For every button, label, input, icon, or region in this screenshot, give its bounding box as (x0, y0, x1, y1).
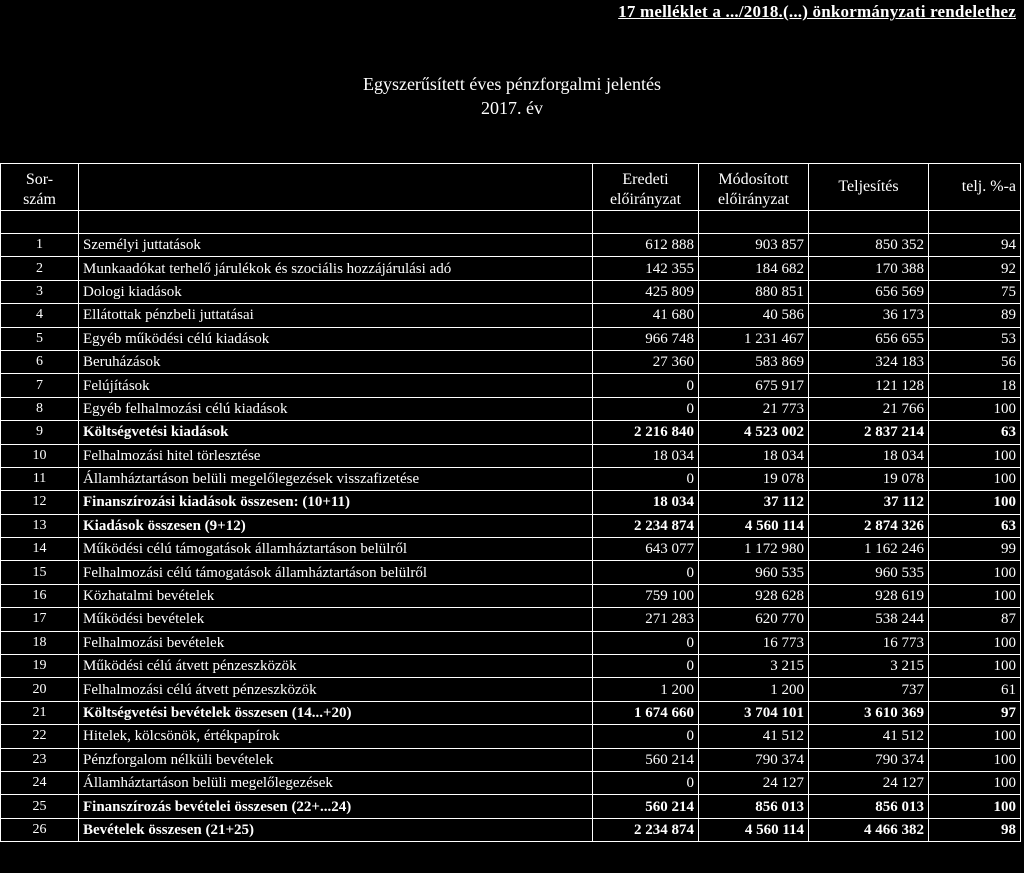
table-row (1, 561, 1021, 584)
performance-cell: 656 655 (809, 327, 929, 350)
original-appropriation-cell: 2 216 840 (593, 421, 699, 444)
original-appropriation-cell: 612 888 (593, 234, 699, 257)
performance-cell: 737 (809, 678, 929, 701)
original-appropriation-cell: 0 (593, 655, 699, 678)
spacer-cell (809, 211, 929, 234)
modified-appropriation-cell: 16 773 (699, 631, 809, 654)
performance-cell: 16 773 (809, 631, 929, 654)
row-number-cell: 9 (1, 421, 79, 444)
original-appropriation-cell: 18 034 (593, 491, 699, 514)
modified-appropriation-cell: 1 200 (699, 678, 809, 701)
row-number-cell: 19 (1, 655, 79, 678)
row-number-cell: 12 (1, 491, 79, 514)
original-appropriation-cell: 560 214 (593, 795, 699, 818)
performance-cell: 24 127 (809, 771, 929, 794)
table-row (1, 491, 1021, 514)
original-appropriation-cell: 560 214 (593, 748, 699, 771)
row-number-cell: 24 (1, 771, 79, 794)
performance-percent-cell: 100 (929, 631, 1021, 654)
modified-appropriation-cell: 880 851 (699, 280, 809, 303)
performance-percent-cell: 61 (929, 678, 1021, 701)
table-row (1, 514, 1021, 537)
col-header-performance: Teljesítés (809, 164, 929, 211)
original-appropriation-cell: 0 (593, 467, 699, 490)
performance-cell: 121 128 (809, 374, 929, 397)
performance-cell: 656 569 (809, 280, 929, 303)
performance-cell: 2 874 326 (809, 514, 929, 537)
original-appropriation-cell: 759 100 (593, 584, 699, 607)
item-name-cell: Költségvetési kiadások (79, 421, 593, 444)
item-name-cell: Finanszírozási kiadások összesen: (10+11) (79, 491, 593, 514)
item-name-cell: Munkaadókat terhelő járulékok és szociális hozzájárulási adó (79, 257, 593, 280)
document-title (0, 72, 1024, 120)
original-appropriation-cell: 2 234 874 (593, 514, 699, 537)
col-header-modified-line1: Módosított (718, 171, 789, 188)
item-name-cell: Pénzforgalom nélküli bevételek (79, 748, 593, 771)
cash-flow-table (0, 163, 1021, 842)
spacer-cell (593, 211, 699, 234)
modified-appropriation-cell: 21 773 (699, 397, 809, 420)
report-year: 2017. év (481, 98, 543, 118)
performance-cell: 538 244 (809, 608, 929, 631)
table-row (1, 234, 1021, 257)
modified-appropriation-cell: 856 013 (699, 795, 809, 818)
row-number-cell: 17 (1, 608, 79, 631)
original-appropriation-cell: 27 360 (593, 350, 699, 373)
table-body (1, 211, 1021, 842)
original-appropriation-cell: 0 (593, 771, 699, 794)
modified-appropriation-cell: 928 628 (699, 584, 809, 607)
row-number-cell: 10 (1, 444, 79, 467)
modified-appropriation-cell: 790 374 (699, 748, 809, 771)
item-name-cell: Működési bevételek (79, 608, 593, 631)
performance-cell: 960 535 (809, 561, 929, 584)
row-number-cell: 20 (1, 678, 79, 701)
performance-percent-cell: 63 (929, 421, 1021, 444)
col-header-row-number-line1: Sor- (25, 171, 54, 188)
performance-percent-cell: 100 (929, 725, 1021, 748)
performance-cell: 19 078 (809, 467, 929, 490)
table-row (1, 631, 1021, 654)
col-header-original-line1: Eredeti (622, 171, 669, 188)
original-appropriation-cell: 41 680 (593, 304, 699, 327)
col-header-original-appropriation (593, 164, 699, 211)
performance-cell: 41 512 (809, 725, 929, 748)
item-name-cell: Működési célú támogatások államháztartáson belülről (79, 538, 593, 561)
original-appropriation-cell: 643 077 (593, 538, 699, 561)
original-appropriation-cell: 2 234 874 (593, 818, 699, 841)
performance-cell: 3 215 (809, 655, 929, 678)
performance-cell: 2 837 214 (809, 421, 929, 444)
row-number-cell: 22 (1, 725, 79, 748)
original-appropriation-cell: 271 283 (593, 608, 699, 631)
modified-appropriation-cell: 3 704 101 (699, 701, 809, 724)
performance-cell: 1 162 246 (809, 538, 929, 561)
item-name-cell: Működési célú átvett pénzeszközök (79, 655, 593, 678)
table-row (1, 421, 1021, 444)
table-row (1, 397, 1021, 420)
table-row (1, 748, 1021, 771)
row-number-cell: 8 (1, 397, 79, 420)
modified-appropriation-cell: 675 917 (699, 374, 809, 397)
performance-percent-cell: 87 (929, 608, 1021, 631)
row-number-cell: 13 (1, 514, 79, 537)
row-number-cell: 5 (1, 327, 79, 350)
row-number-cell: 26 (1, 818, 79, 841)
modified-appropriation-cell: 24 127 (699, 771, 809, 794)
spacer-cell (929, 211, 1021, 234)
modified-appropriation-cell: 19 078 (699, 467, 809, 490)
modified-appropriation-cell: 583 869 (699, 350, 809, 373)
modified-appropriation-cell: 40 586 (699, 304, 809, 327)
row-number-cell: 3 (1, 280, 79, 303)
col-header-name (79, 164, 593, 211)
modified-appropriation-cell: 1 231 467 (699, 327, 809, 350)
row-number-cell: 14 (1, 538, 79, 561)
original-appropriation-cell: 18 034 (593, 444, 699, 467)
performance-cell: 850 352 (809, 234, 929, 257)
performance-percent-cell: 100 (929, 655, 1021, 678)
original-appropriation-cell: 0 (593, 397, 699, 420)
row-number-cell: 21 (1, 701, 79, 724)
item-name-cell: Egyéb felhalmozási célú kiadások (79, 397, 593, 420)
table-row (1, 327, 1021, 350)
performance-percent-cell: 75 (929, 280, 1021, 303)
spacer-cell (79, 211, 593, 234)
col-header-modified-appropriation (699, 164, 809, 211)
table-row (1, 584, 1021, 607)
table-row (1, 795, 1021, 818)
original-appropriation-cell: 966 748 (593, 327, 699, 350)
modified-appropriation-cell: 41 512 (699, 725, 809, 748)
modified-appropriation-cell: 960 535 (699, 561, 809, 584)
item-name-cell: Közhatalmi bevételek (79, 584, 593, 607)
row-number-cell: 11 (1, 467, 79, 490)
performance-percent-cell: 56 (929, 350, 1021, 373)
item-name-cell: Hitelek, kölcsönök, értékpapírok (79, 725, 593, 748)
modified-appropriation-cell: 4 560 114 (699, 818, 809, 841)
row-number-cell: 16 (1, 584, 79, 607)
row-number-cell: 25 (1, 795, 79, 818)
performance-cell: 37 112 (809, 491, 929, 514)
modified-appropriation-cell: 4 523 002 (699, 421, 809, 444)
table-row (1, 725, 1021, 748)
original-appropriation-cell: 425 809 (593, 280, 699, 303)
row-number-cell: 6 (1, 350, 79, 373)
item-name-cell: Ellátottak pénzbeli juttatásai (79, 304, 593, 327)
table-header-row (1, 164, 1021, 211)
regulation-reference: 17 melléklet a .../2018.(...) önkormányzati rendelethez (618, 2, 1016, 21)
performance-cell: 856 013 (809, 795, 929, 818)
table-row (1, 280, 1021, 303)
performance-cell: 3 610 369 (809, 701, 929, 724)
performance-cell: 170 388 (809, 257, 929, 280)
performance-percent-cell: 100 (929, 491, 1021, 514)
item-name-cell: Felhalmozási célú átvett pénzeszközök (79, 678, 593, 701)
original-appropriation-cell: 142 355 (593, 257, 699, 280)
performance-percent-cell: 100 (929, 467, 1021, 490)
table-row (1, 655, 1021, 678)
item-name-cell: Kiadások összesen (9+12) (79, 514, 593, 537)
modified-appropriation-cell: 37 112 (699, 491, 809, 514)
spacer-cell (699, 211, 809, 234)
col-header-row-number-line2: szám (23, 191, 56, 208)
performance-percent-cell: 89 (929, 304, 1021, 327)
item-name-cell: Felhalmozási bevételek (79, 631, 593, 654)
modified-appropriation-cell: 184 682 (699, 257, 809, 280)
modified-appropriation-cell: 18 034 (699, 444, 809, 467)
table-row (1, 304, 1021, 327)
item-name-cell: Államháztartáson belüli megelőlegezések visszafizetése (79, 467, 593, 490)
modified-appropriation-cell: 4 560 114 (699, 514, 809, 537)
report-title: Egyszerűsített éves pénzforgalmi jelentés (362, 74, 662, 94)
row-number-cell: 4 (1, 304, 79, 327)
table-row (1, 257, 1021, 280)
table-row (1, 350, 1021, 373)
performance-percent-cell: 18 (929, 374, 1021, 397)
performance-percent-cell: 94 (929, 234, 1021, 257)
performance-percent-cell: 100 (929, 561, 1021, 584)
performance-cell: 4 466 382 (809, 818, 929, 841)
col-header-original-line2: előirányzat (609, 191, 682, 208)
row-number-cell: 7 (1, 374, 79, 397)
col-header-performance-percent: telj. %-a (929, 164, 1021, 211)
table-row (1, 374, 1021, 397)
performance-percent-cell: 53 (929, 327, 1021, 350)
item-name-cell: Költségvetési bevételek összesen (14...+20) (79, 701, 593, 724)
col-header-row-number (1, 164, 79, 211)
item-name-cell: Felhalmozási hitel törlesztése (79, 444, 593, 467)
performance-percent-cell: 92 (929, 257, 1021, 280)
item-name-cell: Finanszírozás bevételei összesen (22+...24) (79, 795, 593, 818)
performance-percent-cell: 98 (929, 818, 1021, 841)
table-row (1, 538, 1021, 561)
item-name-cell: Felhalmozási célú támogatások államháztartáson belülről (79, 561, 593, 584)
table-row (1, 771, 1021, 794)
performance-percent-cell: 100 (929, 397, 1021, 420)
original-appropriation-cell: 0 (593, 725, 699, 748)
item-name-cell: Dologi kiadások (79, 280, 593, 303)
modified-appropriation-cell: 903 857 (699, 234, 809, 257)
performance-cell: 790 374 (809, 748, 929, 771)
modified-appropriation-cell: 1 172 980 (699, 538, 809, 561)
performance-cell: 324 183 (809, 350, 929, 373)
performance-percent-cell: 100 (929, 584, 1021, 607)
original-appropriation-cell: 1 200 (593, 678, 699, 701)
item-name-cell: Államháztartáson belüli megelőlegezések (79, 771, 593, 794)
table-row (1, 818, 1021, 841)
spacer-cell (1, 211, 79, 234)
performance-cell: 18 034 (809, 444, 929, 467)
row-number-cell: 15 (1, 561, 79, 584)
table-row (1, 467, 1021, 490)
original-appropriation-cell: 0 (593, 631, 699, 654)
performance-cell: 928 619 (809, 584, 929, 607)
row-number-cell: 23 (1, 748, 79, 771)
table-row (1, 701, 1021, 724)
table-row (1, 444, 1021, 467)
modified-appropriation-cell: 3 215 (699, 655, 809, 678)
performance-percent-cell: 100 (929, 771, 1021, 794)
performance-percent-cell: 100 (929, 444, 1021, 467)
performance-percent-cell: 100 (929, 748, 1021, 771)
header-spacer-row (1, 211, 1021, 234)
original-appropriation-cell: 0 (593, 374, 699, 397)
row-number-cell: 18 (1, 631, 79, 654)
performance-cell: 36 173 (809, 304, 929, 327)
row-number-cell: 2 (1, 257, 79, 280)
item-name-cell: Bevételek összesen (21+25) (79, 818, 593, 841)
table-row (1, 678, 1021, 701)
performance-cell: 21 766 (809, 397, 929, 420)
performance-percent-cell: 100 (929, 795, 1021, 818)
original-appropriation-cell: 1 674 660 (593, 701, 699, 724)
performance-percent-cell: 63 (929, 514, 1021, 537)
item-name-cell: Egyéb működési célú kiadások (79, 327, 593, 350)
row-number-cell: 1 (1, 234, 79, 257)
item-name-cell: Beruházások (79, 350, 593, 373)
table-row (1, 608, 1021, 631)
col-header-modified-line2: előirányzat (717, 191, 790, 208)
original-appropriation-cell: 0 (593, 561, 699, 584)
performance-percent-cell: 99 (929, 538, 1021, 561)
modified-appropriation-cell: 620 770 (699, 608, 809, 631)
item-name-cell: Személyi juttatások (79, 234, 593, 257)
performance-percent-cell: 97 (929, 701, 1021, 724)
item-name-cell: Felújítások (79, 374, 593, 397)
